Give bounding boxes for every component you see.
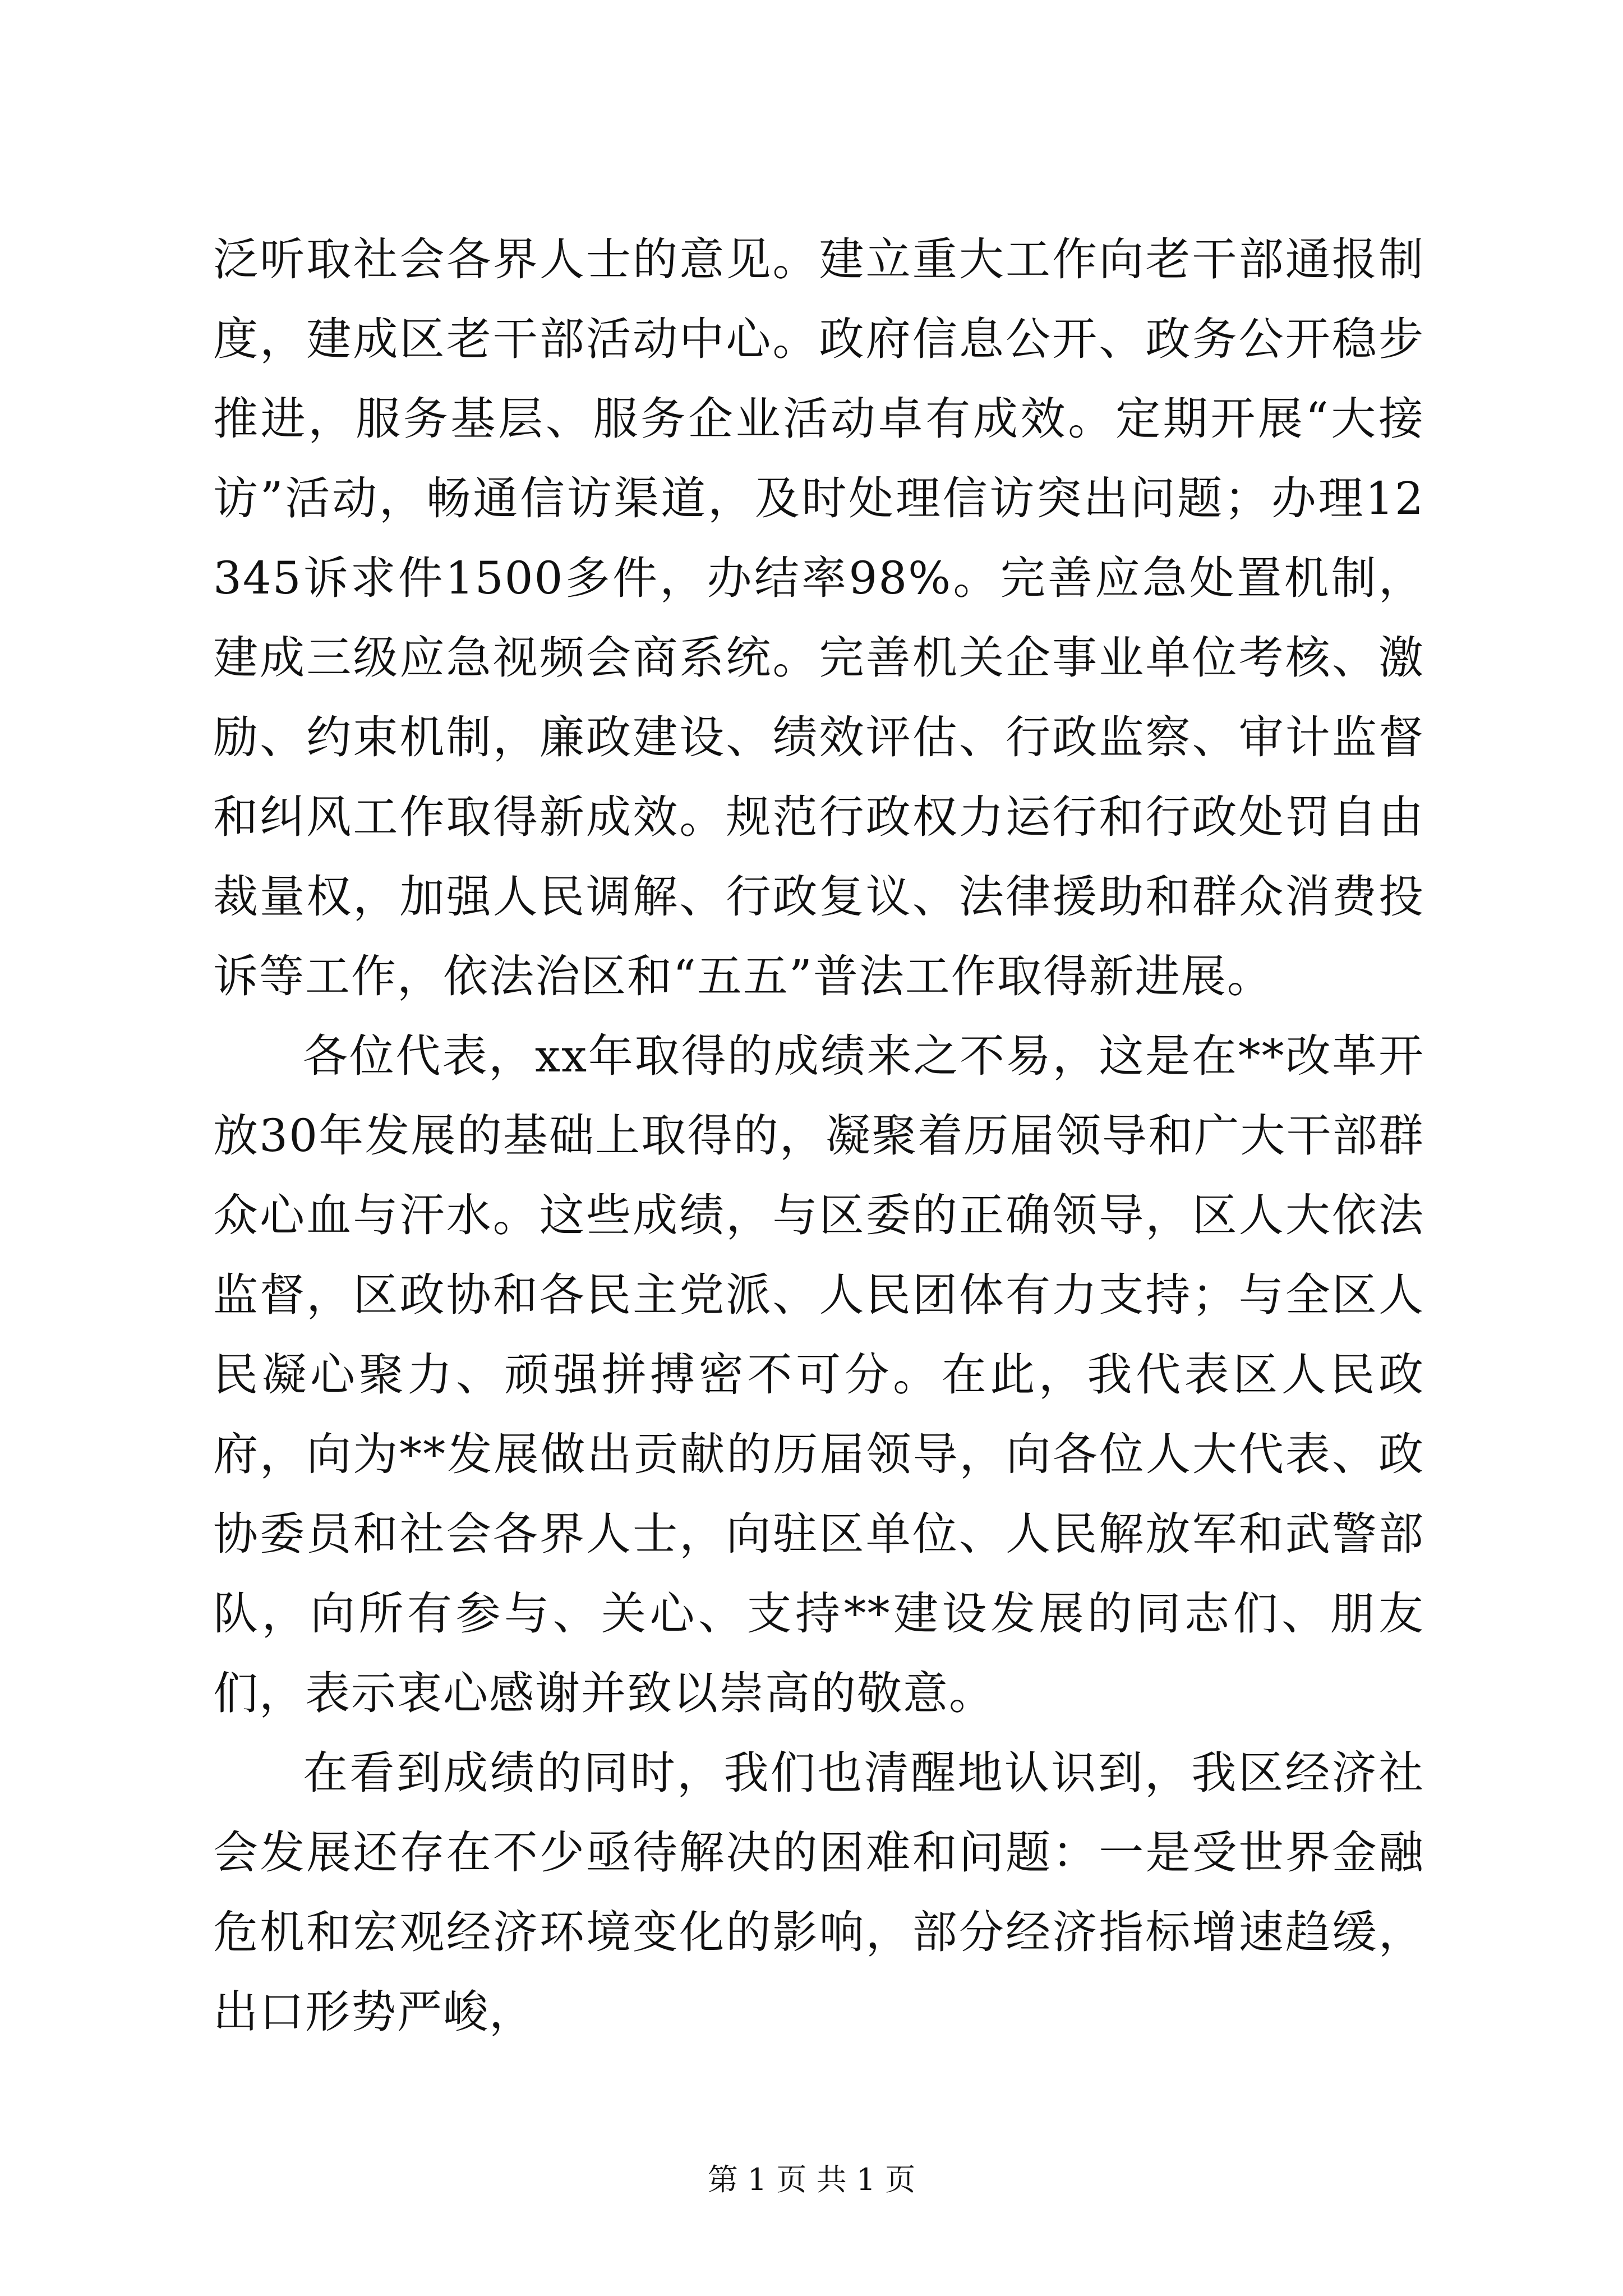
paragraph-problems: 在看到成绩的同时，我们也清醒地认识到，我区经济社会发展还存在不少亟待解决的困难和问题：一是受世界金融危机和宏观经济环境变化的影响，部分经济指标增速趋缓，出口形势严峻， <box>213 1747 1424 2038</box>
document-body <box>213 220 1424 2052</box>
paragraph-achievements: 各位代表，xx年取得的成绩来之不易，这是在**改革开放30年发展的基础上取得的，凝聚着历届领导和广大干部群众心血与汗水。这些成绩，与区委的正确领导，区人大依法监督，区政协和各民主党派、人民团体有力支持；与全区人民凝心聚力、顽强拼搏密不可分。在此，我代表区人民政府，向为**发展做出贡献的历届领导，向各位人大代表、政协委员和社会各界人士，向驻区单位、人民解放军和武警部队，向所有参与、关心、支持**建设发展的同志们、朋友们，表示衷心感谢并致以崇高的敬意。 <box>213 1030 1424 1719</box>
paragraph-continued: 泛听取社会各界人士的意见。建立重大工作向老干部通报制度，建成区老干部活动中心。政府信息公开、政务公开稳步推进，服务基层、服务企业活动卓有成效。定期开展“大接访”活动，畅通信访渠道，及时处理信访突出问题；办理12345诉求件1500多件，办结率98%。完善应急处置机制，建成三级应急视频会商系统。完善机关企事业单位考核、激励、约束机制，廉政建设、绩效评估、行政监察、审计监督和纠风工作取得新成效。规范行政权力运行和行政处罚自由裁量权，加强人民调解、行政复议、法律援助和群众消费投诉等工作，依法治区和“五五”普法工作取得新进展。 <box>213 233 1424 1002</box>
page-number-footer: 第 1 页 共 1 页 <box>707 2162 916 2197</box>
